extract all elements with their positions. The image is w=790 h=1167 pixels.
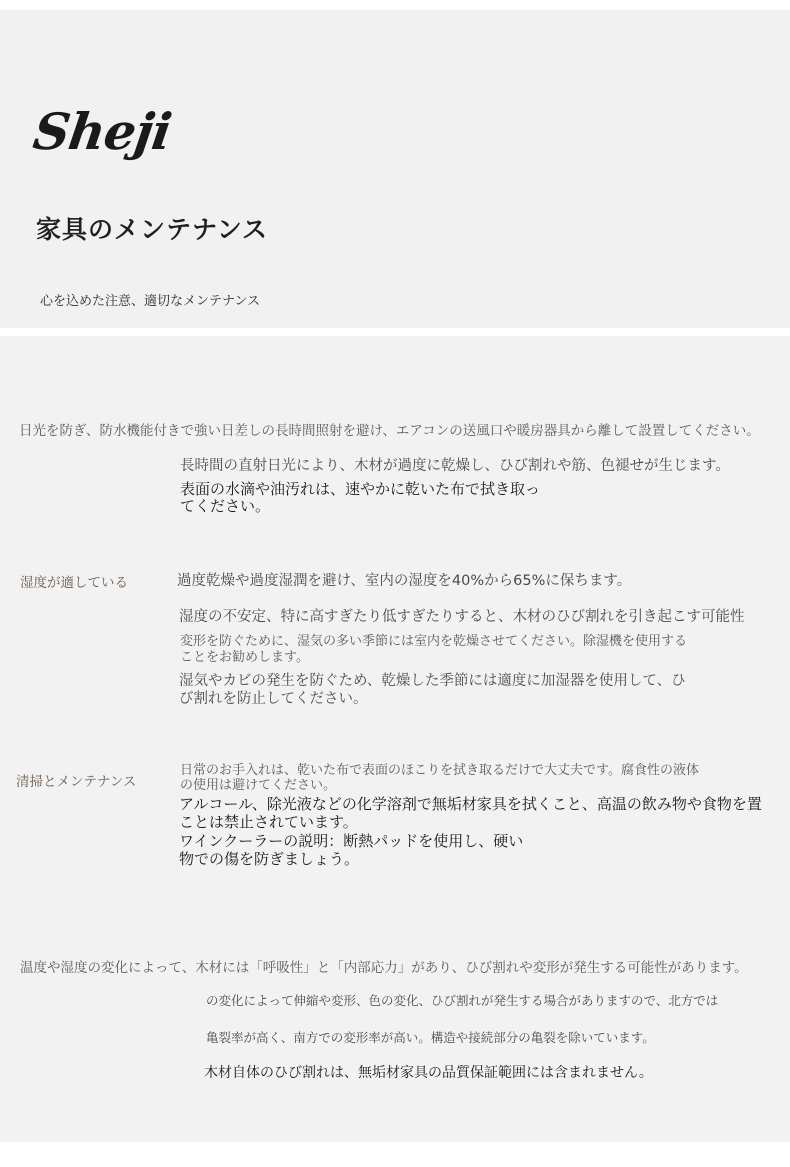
humidity-line-2: 湿度の不安定、特に高すぎたり低すぎたりすると、木材のひび割れを引き起こす可能性 <box>179 609 745 625</box>
humidity-line-3b: ことをお勧めします。 <box>180 650 309 665</box>
cleaning-label: 清掃とメンテナンス <box>16 774 137 790</box>
cleaning-line-1a: 日常のお手入れは、乾いた布で表面のほこりを拭き取るだけで大丈夫です。腐食性の液体 <box>180 763 699 778</box>
page-subtitle: 心を込めた注意、適切なメンテナンス <box>40 294 260 309</box>
cleaning-line-3b: 物での傷を防ぎましょう。 <box>179 850 360 868</box>
humidity-line-4b: び割れを防止してください。 <box>179 691 368 707</box>
page-title: 家具のメンテナンス <box>36 215 269 244</box>
humidity-line-3a: 変形を防ぐために、湿気の多い季節には室内を乾燥させてください。除湿機を使用する <box>180 634 688 649</box>
wood-line-1: の変化によって伸縮や変形、色の変化、ひび割れが発生する場合がありますので、北方では <box>206 993 719 1008</box>
brand-logo: Sheji <box>29 102 175 161</box>
wood-lead: 温度や湿度の変化によって、木材には「呼吸性」と「内部応力」があり、ひび割れや変形が発生する可能性があります。 <box>20 960 748 976</box>
cleaning-line-3a: ワインクーラーの説明：断熱パッドを使用し、硬い <box>179 832 524 850</box>
humidity-line-4a: 湿気やカビの発生を防ぐため、乾燥した季節には適度に加湿器を使用して、ひ <box>179 673 686 689</box>
sunlight-lead: 日光を防ぎ、防水機能付きで強い日差しの長時間照射を避け、エアコンの送風口や暖房器具から離して設置してください。 <box>19 423 760 439</box>
wood-line-3: 木材自体のひび割れは、無垢材家具の品質保証範囲には含まれません。 <box>204 1065 653 1081</box>
cleaning-line-2a: アルコール、除光液などの化学溶剤で無垢材家具を拭くこと、高温の飲み物や食物を置 <box>179 795 762 813</box>
humidity-label: 湿度が適している <box>20 575 128 591</box>
cleaning-line-2b: ことは禁止されています。 <box>179 813 358 831</box>
header-section <box>0 10 790 328</box>
sunlight-line-2a: 表面の水滴や油汚れは、速やかに乾いた布で拭き取っ <box>180 480 541 498</box>
humidity-line-1: 過度乾燥や過度湿潤を避け、室内の湿度を40%から65%に保ちます。 <box>177 573 632 589</box>
sunlight-line-2b: てください。 <box>180 497 271 515</box>
cleaning-line-1b: の使用は避けてください。 <box>180 778 337 793</box>
wood-line-2: 亀裂率が高く、南方での変形率が高い。構造や接続部分の亀裂を除いています。 <box>206 1030 655 1045</box>
sunlight-line-1: 長時間の直射日光により、木材が過度に乾燥し、ひび割れや筋、色褪せが生じます。 <box>180 458 730 474</box>
